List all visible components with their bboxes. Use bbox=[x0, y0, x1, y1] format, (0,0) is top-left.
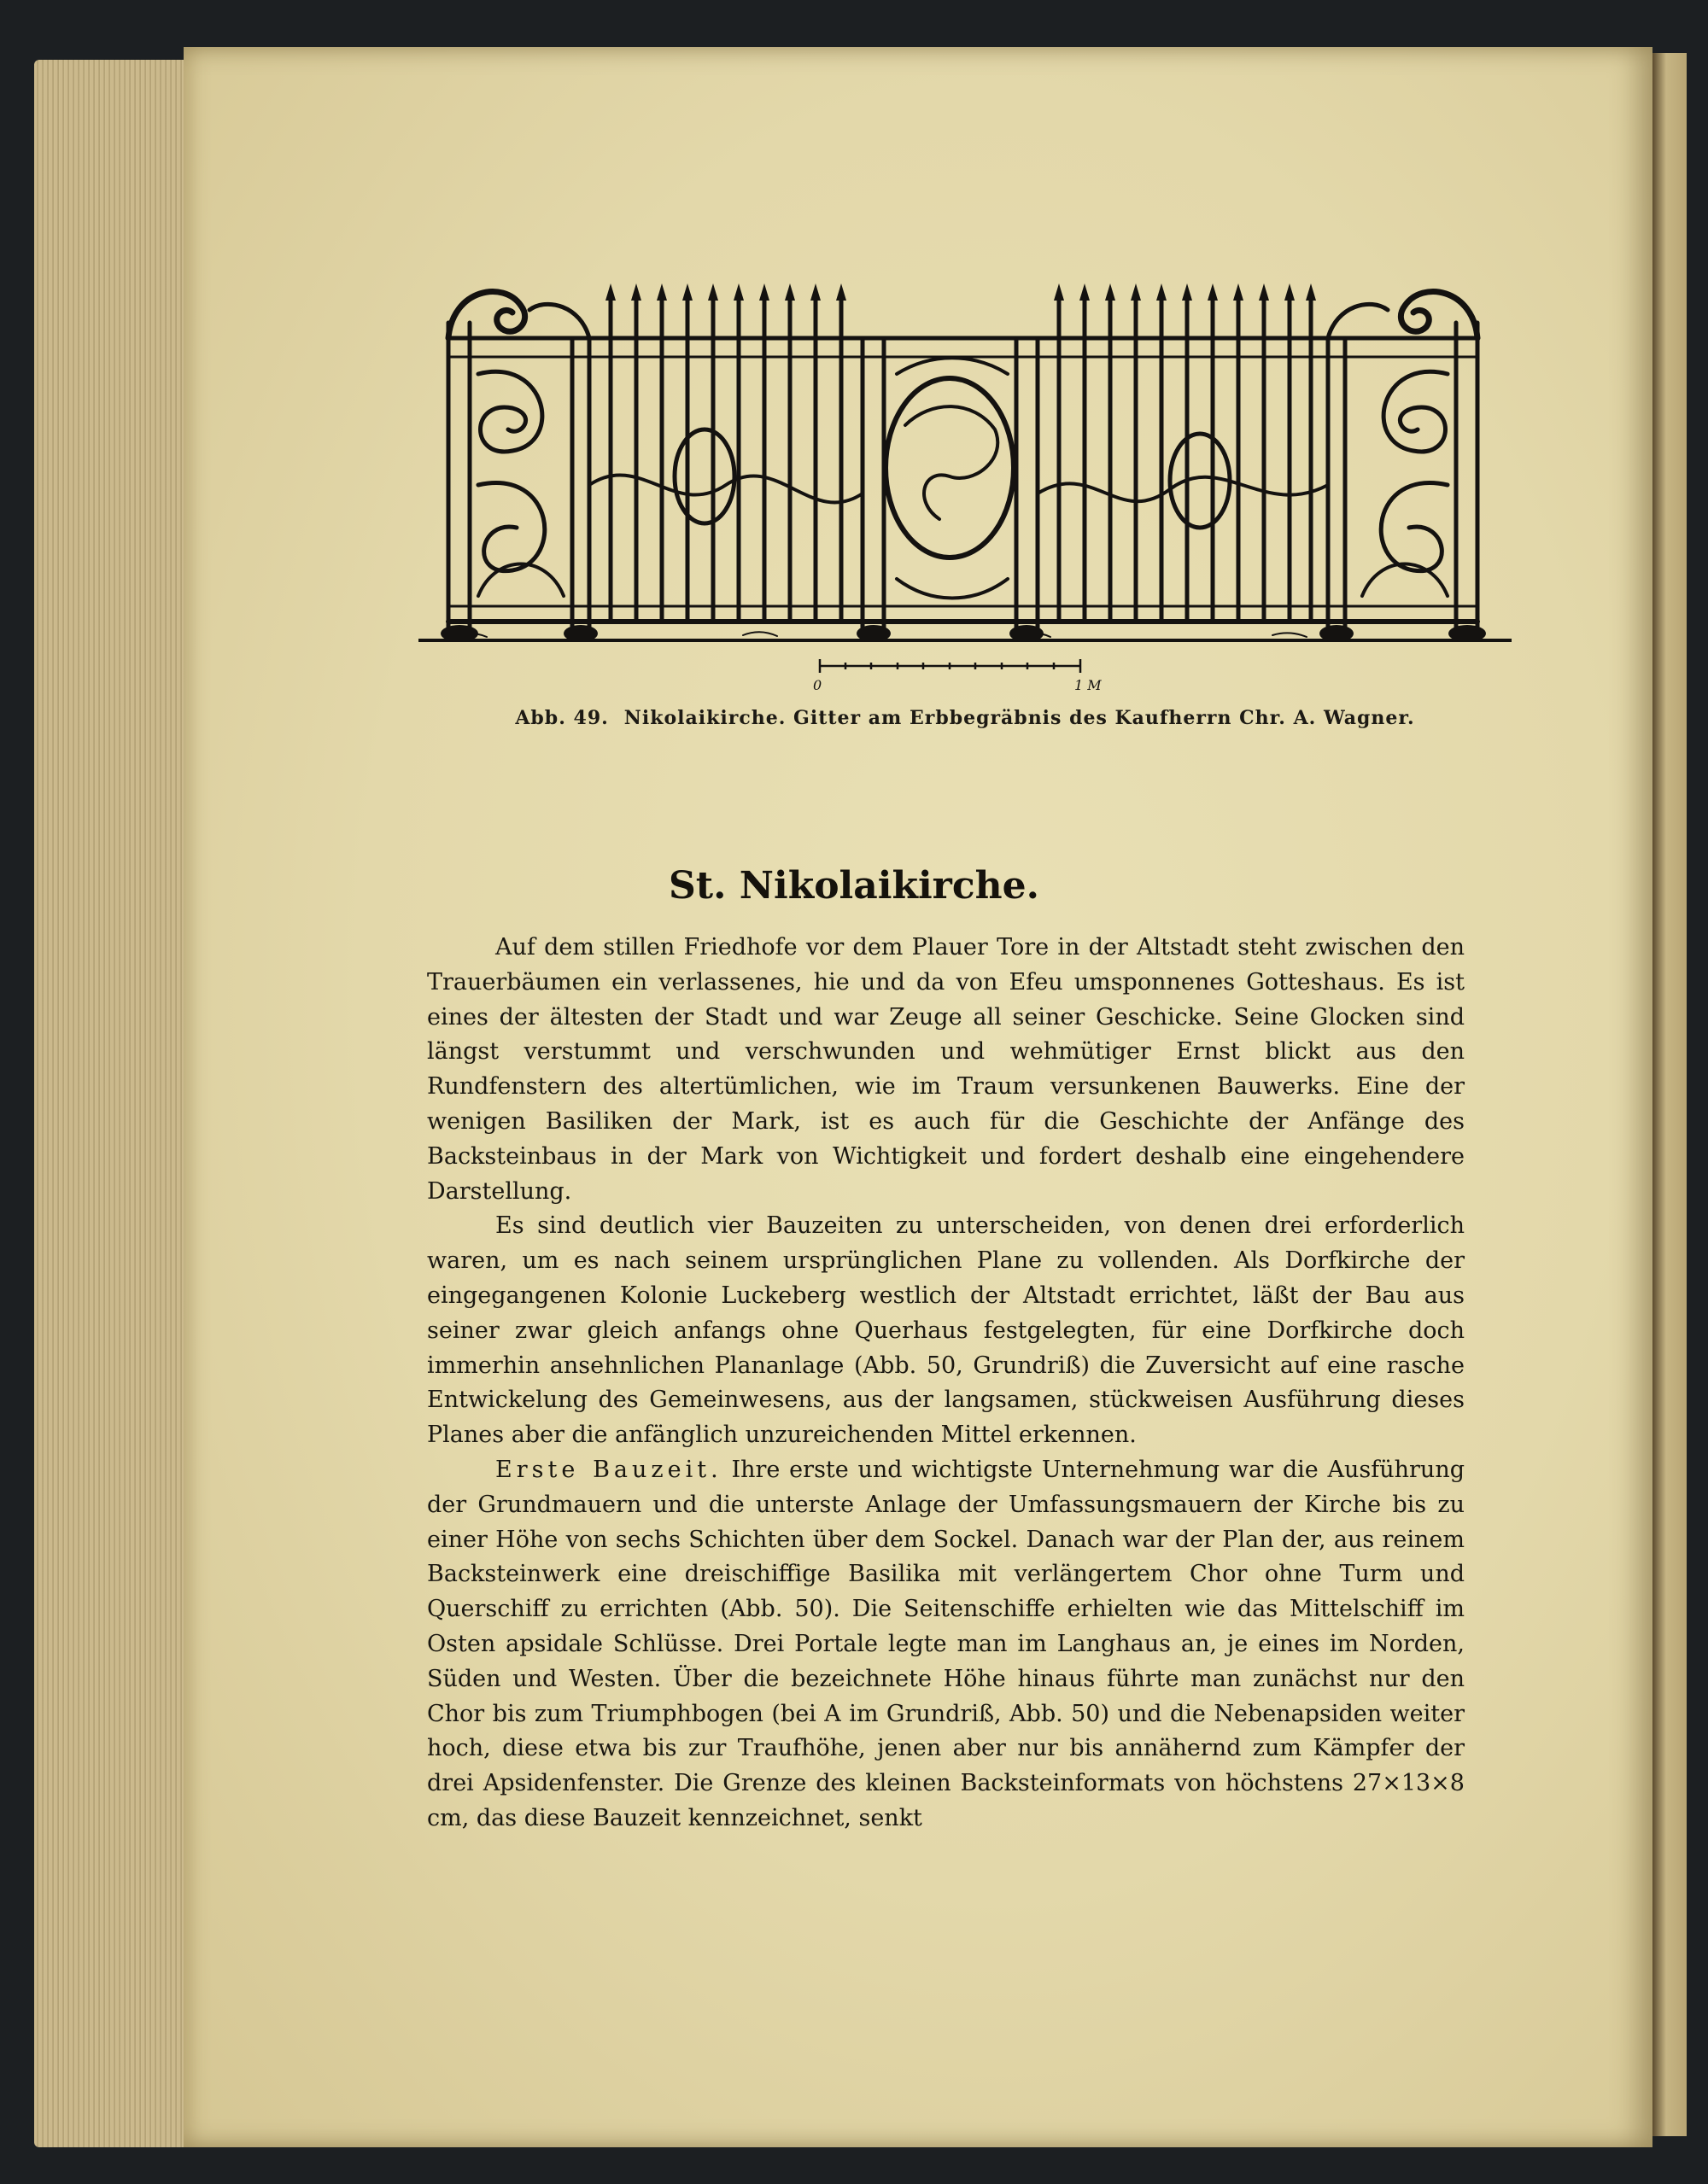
paragraph-3 bbox=[427, 1453, 1465, 1837]
paragraph-3-text: Ihre erste und wichtigste Unternehmung war die Ausführung der Grundmauern und die unterste Anlage der Umfassungsmauern der Kirche bis zu einer Höhe von sechs Schichten über dem Sockel. Danach war der Plan der, aus reinem Backsteinwerk eine dreischiffige Basilika mit verlängertem Chor ohne Turm und Querschiff zu errichten (Abb. 50). Die Seitenschiffe erhielten wie das Mittelschiff im Osten apsidale Schlüsse. Drei Portale legte man im Langhaus an, je eines im Norden, Süden und Westen. Über die bezeichnete Höhe hinaus führte man zunächst nur den Chor bis zum Triumphbogen (bei A im Grundriß, Abb. 50) und die Nebenapsiden weiter hoch, diese etwa bis zur Traufhöhe, jenen aber nur bis annähernd zum Kämpfer der drei Apsidenfenster. Die Grenze des kleinen Backsteinformats von höchstens 27×13×8 cm, das diese Bauzeit kennzeichnet, senkt bbox=[427, 1456, 1465, 1831]
paragraph-2: Es sind deutlich vier Bauzeiten zu unterscheiden, von denen drei erforderlich waren, um es nach seinem ursprünglichen Plane zu vollenden. Als Dorfkirche der eingegangenen Kolonie Luckeberg westlich der Altstadt errichtet, läßt der Bau aus seiner zwar gleich anfangs ohne Querhaus festgelegten, für eine Dorfkirche doch immerhin ansehnlichen Plananlage (Abb. 50, Grundriß) die Zuversicht auf eine rasche Entwickelung des Gemeinwesens, aus der langsamen, stückweisen Ausführung dieses Planes aber die anfänglich unzureichenden Mittel erkennen. bbox=[427, 1212, 1465, 1449]
scale-end-label: 1 M bbox=[1074, 677, 1102, 693]
section-title: St. Nikolaikirche. bbox=[669, 864, 1039, 908]
iron-gate-illustration bbox=[418, 272, 1512, 698]
paragraph-3-lead: Erste Bauzeit. bbox=[495, 1456, 722, 1483]
figure-number: Abb. 49. bbox=[515, 707, 609, 729]
page-edges bbox=[34, 60, 192, 2147]
figure-caption-text: Nikolaikirche. Gitter am Erbbegräbnis des Kaufherrn Chr. A. Wagner. bbox=[623, 707, 1415, 729]
facing-page-edge bbox=[1652, 53, 1687, 2136]
body-text bbox=[427, 931, 1465, 1837]
scale-start-label: 0 bbox=[813, 677, 822, 693]
figure-caption bbox=[478, 707, 1452, 729]
paragraph-1: Auf dem stillen Friedhofe vor dem Plauer Tore in der Altstadt steht zwischen den Trauerbäumen ein verlassenes, hie und da von Efeu umsponnenes Gotteshaus. Es ist eines der ältesten der Stadt und war Zeuge all seiner Geschicke. Seine Glocken sind längst verstummt und verschwunden und wehmütiger Ernst blickt aus den Rundfenstern des altertümlichen, wie im Traum versunkenen Bauwerks. Eine der wenigen Basiliken der Mark, ist es auch für die Geschichte der Anfänge des Backsteinbaus in der Mark von Wichtigkeit und fordert deshalb eine eingehendere Darstellung. bbox=[427, 934, 1465, 1205]
